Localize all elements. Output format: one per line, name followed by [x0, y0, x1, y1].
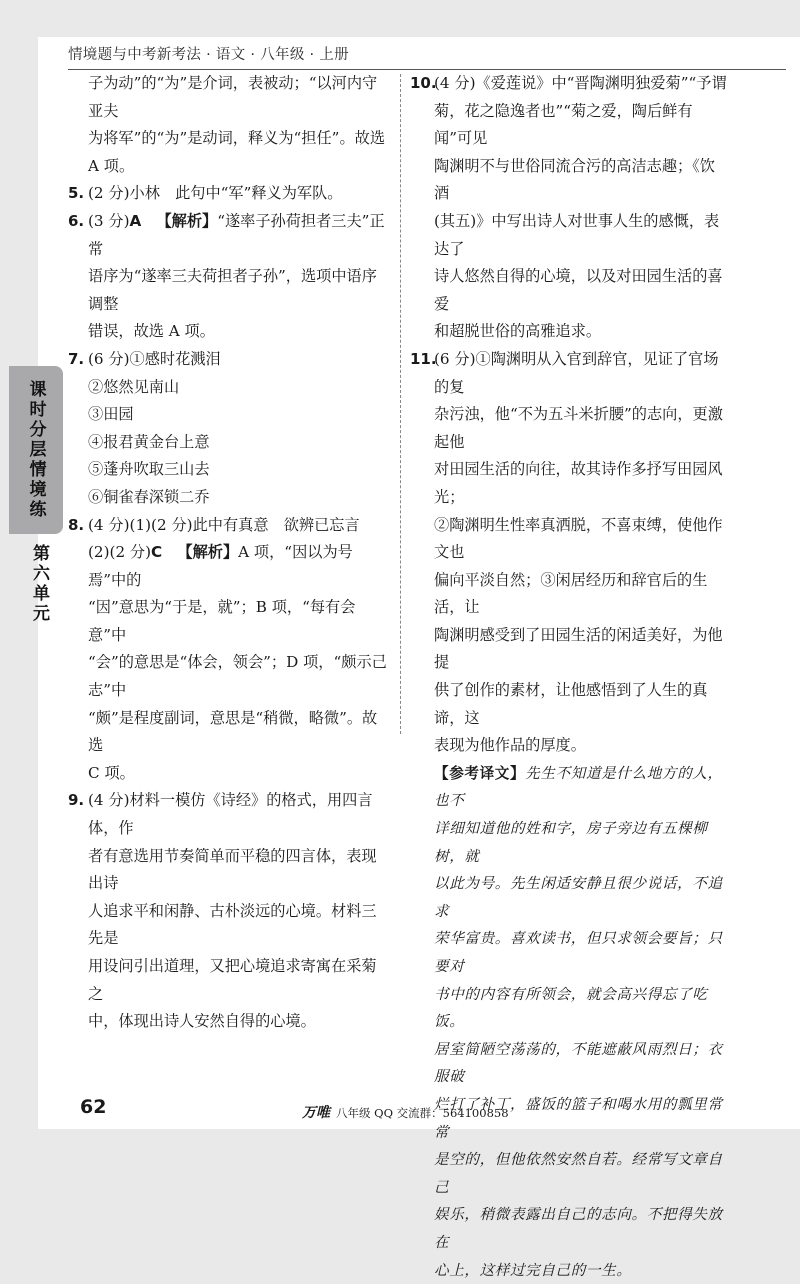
text-line: (2 分)小林 此句中“军”释义为军队。 — [88, 184, 343, 203]
text-line: ③田园 — [88, 405, 134, 424]
analysis-text: “遂率子孙荷担者三夫”正常 — [88, 211, 385, 258]
analysis-tag: 【解析】 — [177, 543, 239, 562]
text-line: 以此为号。先生闲适安静且很少说话，不追求 — [434, 875, 723, 920]
translation-tag: 【参考译文】 — [434, 764, 526, 782]
text-line: 菊，花之隐逸者也”“菊之爱，陶后鲜有闻”可见 — [434, 101, 693, 148]
text-line: 心上，这样过完自己的一生。 — [434, 1261, 632, 1279]
score-text: (3 分) — [88, 211, 130, 230]
text-line: “因”意思为“于是，就”；B 项，“每有会意”中 — [88, 598, 356, 644]
text-line — [434, 760, 730, 815]
text-line: 为将军”的“为”是动词，释义为“担任”。故选 — [88, 129, 386, 148]
left-column — [68, 70, 390, 1036]
text-line: ⑥铜雀春深锁二乔 — [88, 487, 210, 506]
answer-item-8 — [68, 512, 390, 788]
item-number: 9. — [68, 791, 85, 810]
text-line: ⑤蓬舟吹取三山去 — [88, 460, 210, 479]
answer-letter: A — [129, 211, 142, 230]
answer-item-10 — [410, 70, 730, 346]
item-number: 8. — [68, 515, 85, 534]
text-line: ②陶渊明生性率真洒脱，不喜束缚，使他作文也 — [434, 515, 723, 562]
text-line: 子为动”的“为”是介词，表被动；“以河内守亚夫 — [88, 74, 378, 120]
text-line: (6 分)①陶渊明从入官到辞官，见证了官场的复 — [434, 349, 719, 396]
text-line: 用设问引出道理，又把心境追求寄寓在采菊之 — [88, 957, 377, 1003]
text-line: 娱乐，稍微表露出自己的志向。不把得失放在 — [434, 1206, 723, 1251]
analysis-text: A 项，“因以为号焉”中的 — [88, 543, 353, 589]
text-line: 中，体现出诗人安然自得的心境。 — [88, 1012, 316, 1031]
text-line: 烂打了补丁，盛饭的篮子和喝水用的瓢里常常 — [434, 1095, 723, 1141]
side-tab — [9, 366, 63, 534]
running-header: 情境题与中考新考法 · 语文 · 八年级 · 上册 — [68, 47, 349, 63]
item-number: 5. — [68, 184, 85, 203]
brand-logo: 万唯 — [302, 1105, 330, 1121]
text-line: (6 分)①感时花溅泪 — [88, 349, 221, 368]
answer-item-11 — [410, 346, 730, 760]
answer-item-9 — [68, 787, 390, 1035]
text-line: (4 分)(1)(2 分)此中有真意 欲辨已忘言 — [88, 515, 360, 534]
analysis-tag: 【解析】 — [156, 211, 218, 230]
item-number: 10. — [410, 74, 437, 92]
text-line — [88, 208, 390, 263]
item-number: 11. — [410, 349, 437, 368]
text-line — [88, 539, 390, 594]
translation-text: 先生不知道是什么地方的人，也不 — [434, 764, 723, 810]
text-line: 诗人悠然自得的心境，以及对田园生活的喜爱 — [434, 267, 723, 313]
item-number: 6. — [68, 211, 85, 230]
text-line: (4 分)材料一模仿《诗经》的格式，用四言体，作 — [88, 791, 373, 838]
reference-translation — [410, 760, 730, 1284]
text-line: 对田园生活的向往，故其诗作多抒写田园风光； — [434, 460, 723, 506]
text-line: 和超脱世俗的高雅追求。 — [434, 322, 602, 341]
text-line: ④报君黄金台上意 — [88, 432, 210, 451]
text-line: A 项。 — [88, 156, 135, 175]
answer-letter: C — [151, 543, 163, 562]
continued-answer — [68, 70, 390, 180]
side-tab-label: 课时分层情境练 — [25, 380, 46, 520]
text-line: ②悠然见南山 — [88, 377, 180, 396]
answer-item-5 — [68, 180, 390, 208]
text-line: 偏向平淡自然；③闲居经历和辞官后的生活，让 — [434, 570, 708, 617]
text-line: 是空的，但他依然安然自若。经常写文章自己 — [434, 1151, 723, 1196]
text-line: 荣华富贵。喜欢读书，但只求领会要旨；只要对 — [434, 930, 723, 975]
text-line: 错误，故选 A 项。 — [88, 322, 215, 341]
item-number: 7. — [68, 349, 85, 368]
unit-label: 第六单元 — [29, 544, 49, 624]
text-line: (其五)》中写出诗人对世事人生的感慨，表达了 — [434, 211, 720, 258]
text-line: 陶渊明感受到了田园生活的闲适美好，为他提 — [434, 625, 723, 672]
text-line: “会”的意思是“体会，领会”；D 项，“颇示己志”中 — [88, 653, 387, 700]
score-text: (2)(2 分) — [88, 543, 152, 562]
text-line: “颇”是程度副词，意思是“稍微，略微”。故选 — [88, 708, 378, 755]
answer-item-6 — [68, 208, 390, 346]
answer-item-7 — [68, 346, 390, 512]
text-line: 书中的内容有所领会，就会高兴得忘了吃饭。 — [434, 985, 708, 1031]
text-line: 人追求平和闲静、古朴淡远的心境。材料三先是 — [88, 901, 377, 948]
text-line: (4 分)《爱莲说》中“晋陶渊明独爱菊”“予谓 — [434, 74, 727, 92]
text-line: 居室简陋空荡荡的，不能遮蔽风雨烈日；衣服破 — [434, 1040, 723, 1086]
text-line: C 项。 — [88, 763, 135, 782]
text-line: 供了创作的素材，让他感悟到了人生的真谛，这 — [434, 681, 708, 727]
text-line: 语序为“遂率三夫荷担者子孙”，选项中语序调整 — [88, 267, 377, 313]
text-line: 表现为他作品的厚度。 — [434, 736, 586, 755]
text-line: 陶渊明不与世俗同流合污的高洁志趣；《饮酒 — [434, 156, 715, 203]
text-line: 详细知道他的姓和字，房子旁边有五棵柳树，就 — [434, 820, 708, 865]
text-line: 者有意选用节奏简单而平稳的四言体，表现出诗 — [88, 846, 377, 893]
column-divider — [400, 74, 401, 734]
footer-text — [302, 1102, 509, 1122]
footer-qq-group: 八年级 QQ 交流群：564100858 — [336, 1106, 509, 1120]
page-number: 62 — [80, 1096, 107, 1118]
text-line: 杂污浊，他“不为五斗米折腰”的志向，更激起他 — [434, 405, 723, 451]
